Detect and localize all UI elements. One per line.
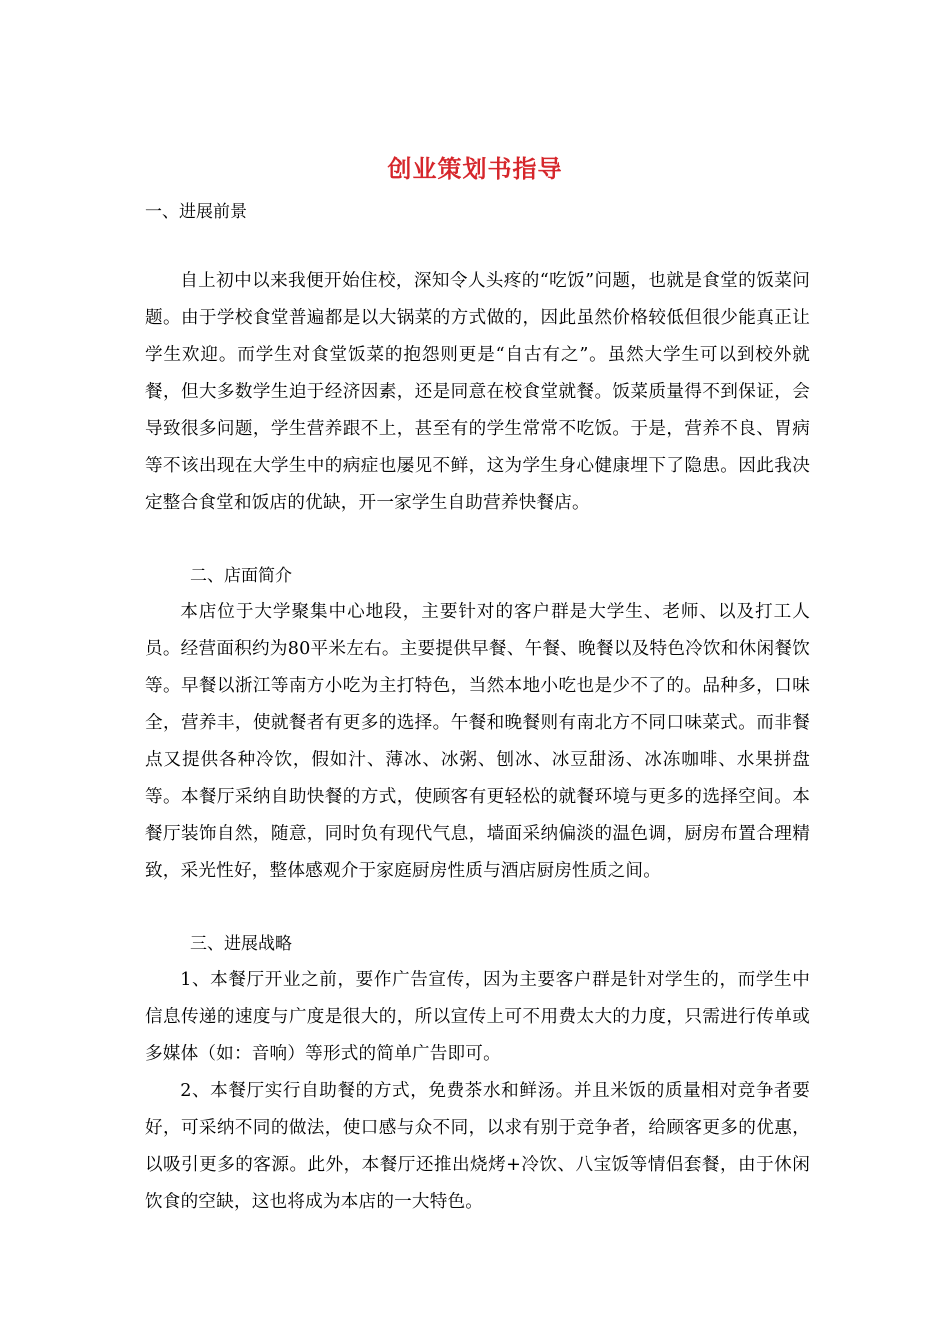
paragraph-strategy-1: 1、本餐厅开业之前，要作广告宣传，因为主要客户群是针对学生的，而学生中信息传递的速度与广度是很大的，所以宣传上可不用费太大的力度，只需进行传单或多媒体（如：音响）等形式的简单广告即可。 <box>145 970 810 1064</box>
section-heading-strategy: 三、进展战略 <box>190 934 292 954</box>
section-heading-store-intro: 二、店面简介 <box>190 566 292 586</box>
paragraph-prospects: 自上初中以来我便开始住校，深知令人头疼的“吃饭”问题，也就是食堂的饭菜问题。由于学校食堂普遍都是以大锅菜的方式做的，因此虽然价格较低但很少能真正让学生欢迎。而学生对食堂饭菜的抱怨则更是“自古有之”。虽然大学生可以到校外就餐，但大多数学生迫于经济因素，还是同意在校食堂就餐。饭菜质量得不到保证，会导致很多问题，学生营养跟不上，甚至有的学生常常不吃饭。于是，营养不良、胃病等不该出现在大学生中的病症也屡见不鲜，这为学生身心健康埋下了隐患。因此我决定整合食堂和饭店的优缺，开一家学生自助营养快餐店。 <box>145 271 810 513</box>
section-heading-prospects: 一、进展前景 <box>145 202 247 222</box>
paragraph-store-intro: 本店位于大学聚集中心地段，主要针对的客户群是大学生、老师、以及打工人员。经营面积约为80平米左右。主要提供早餐、午餐、晚餐以及特色冷饮和休闲餐饮等。早餐以浙江等南方小吃为主打特色，当然本地小吃也是少不了的。品种多，口味全，营养丰，使就餐者有更多的选择。午餐和晚餐则有南北方不同口味菜式。而非餐点又提供各种冷饮，假如汁、薄冰、冰粥、刨冰、冰豆甜汤、冰冻咖啡、水果拼盘等。本餐厅采纳自助快餐的方式，使顾客有更轻松的就餐环境与更多的选择空间。本餐厅装饰自然，随意，同时负有现代气息，墙面采纳偏淡的温色调，厨房布置合理精致，采光性好，整体感观介于家庭厨房性质与酒店厨房性质之间。 <box>145 602 810 881</box>
paragraph-strategy-2: 2、本餐厅实行自助餐的方式，免费茶水和鲜汤。并且米饭的质量相对竞争者要好，可采纳不同的做法，使口感与众不同，以求有别于竞争者，给顾客更多的优惠，以吸引更多的客源。此外，本餐厅还推出烧烤+冷饮、八宝饭等情侣套餐，由于休闲饮食的空缺，这也将成为本店的一大特色。 <box>145 1081 810 1212</box>
document-title: 创业策划书指导 <box>387 154 563 183</box>
